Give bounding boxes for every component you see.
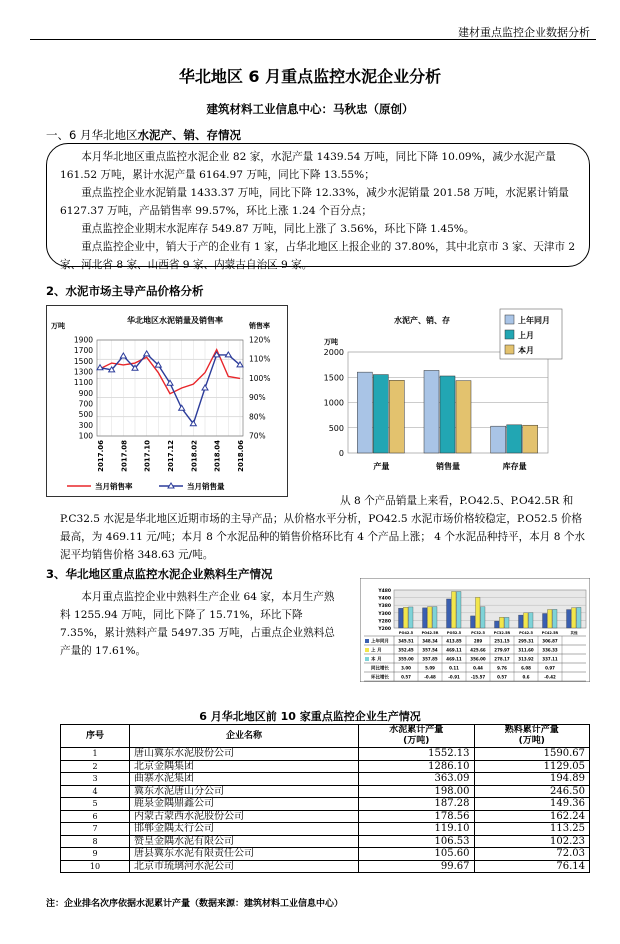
cell-clinker: 113.25 (474, 823, 590, 836)
bar (507, 425, 522, 453)
table-cell: 337.11 (542, 656, 558, 662)
legend-label: 上年同月 (518, 316, 550, 325)
bar (399, 608, 404, 628)
x-category-label: 销售量 (436, 462, 460, 471)
cell-company: 内蒙古蒙西水泥股份公司 (130, 810, 359, 823)
y-right-tick-label: 80% (249, 412, 266, 422)
bar (423, 608, 428, 628)
table-row-label: 上年同月 (371, 639, 389, 645)
col-header-cement: 水泥累计产量 (万吨) (359, 725, 475, 748)
running-header: 建材重点监控企业数据分析 (458, 26, 590, 39)
x-category-label: PO42.5 (398, 631, 414, 635)
chart1-left-unit: 万吨 (51, 322, 65, 330)
chart2-title: 水泥产、销、存 (394, 316, 450, 325)
table-cell: -0.91 (448, 674, 460, 680)
bar (409, 607, 414, 628)
cell-clinker: 149.36 (474, 798, 590, 811)
data-point (144, 351, 150, 356)
y-tick-label: 500 (328, 423, 344, 433)
x-tick-label: 2018.06 (237, 440, 245, 472)
table-cell: -0.42 (544, 674, 556, 680)
bar (373, 375, 388, 453)
cell-company: 冀东水泥唐山分公司 (130, 785, 359, 798)
production-bar-chart (304, 305, 590, 485)
cell-cement: 105.60 (359, 848, 475, 861)
table-cell: 0.44 (473, 665, 483, 671)
table-row-label: 环比增长 (371, 675, 389, 681)
bar (447, 599, 452, 628)
cell-seq: 7 (61, 823, 130, 836)
legend-swatch (505, 315, 514, 324)
y-left-tick-label: 900 (78, 388, 93, 398)
section1-heading-prefix: 一、6 月华北地区 (46, 128, 138, 142)
y-left-tick-label: 1500 (73, 356, 93, 366)
section1-para-1: 本月华北地区重点监控水泥企业 82 家，水泥产量 1439.54 万吨，同比下降 10.09%，减少水泥产量 161.52 万吨，累计水泥产量 6164.97 万吨，同比下降 13.55%； (60, 151, 556, 181)
x-category-label: PO42.5R (421, 631, 439, 635)
table-cell: 413.85 (446, 638, 462, 644)
y-left-tick-label: 1700 (73, 346, 93, 356)
table-cell: 0.6 (522, 674, 530, 680)
table-cell: 278.17 (494, 656, 510, 662)
cell-company: 邯郸金隅太行公司 (130, 823, 359, 836)
chart1-right-unit: 销售率 (249, 322, 270, 330)
legend-label: 本月 (518, 346, 534, 355)
x-category-label: 库存量 (502, 462, 527, 471)
bar (519, 615, 524, 628)
table-cell: 311.60 (518, 647, 534, 653)
table-cell: 9.76 (497, 665, 507, 671)
y-tick-label: Y480 (378, 589, 391, 594)
bar (491, 426, 506, 453)
y-left-tick-label: 1100 (73, 378, 93, 388)
cell-clinker: 72.03 (474, 848, 590, 861)
cell-seq: 9 (61, 848, 130, 861)
cell-company: 北京金隅集团 (130, 760, 359, 773)
table-row (61, 748, 590, 761)
x-tick-label: 2018.04 (213, 440, 222, 472)
table-header-row (61, 725, 590, 748)
cell-clinker: 194.89 (474, 773, 590, 786)
bar (529, 613, 534, 628)
cell-seq: 10 (61, 860, 130, 873)
bar (424, 370, 439, 453)
bar (505, 617, 510, 628)
table-cell: 336.33 (542, 647, 558, 653)
top10-table (60, 724, 590, 873)
table-cell: 306.87 (542, 638, 558, 644)
y-tick-label: Y380 (378, 604, 391, 610)
table-cell: 295.31 (518, 638, 534, 644)
bar (543, 613, 548, 628)
table-cell: 425.66 (470, 647, 486, 653)
cell-seq: 2 (61, 760, 130, 773)
section1-body (60, 148, 580, 274)
data-point (202, 385, 208, 390)
table-cell: 5.09 (425, 665, 435, 671)
cell-clinker: 246.50 (474, 785, 590, 798)
table-row-label: 本 月 (371, 657, 382, 663)
bar (500, 617, 505, 628)
cell-seq: 4 (61, 785, 130, 798)
table-footnote: 注：企业排名次序依据水泥累计产量（数据来源：建筑材料工业信息中心） (46, 899, 344, 909)
table-cell: 345.51 (398, 638, 414, 644)
table-cell: 0.57 (401, 674, 411, 680)
x-category-label: 其他 (570, 631, 578, 635)
section2-para-1: 从 8 个产品销量上来看，P.O42.5、P.O42.5R 和 P.C32.5 水泥是华北地区近期市场的主导产品；从价格水平分析，PO42.5 水泥市场价格较稳定，P.O52.5 价格最高，为 469.11 元/吨；本月 8 个水泥品种的销售价格环比有 4 个产品上涨； 4 个水泥品种持平，本月 8 个水泥平均销售价格 348.63 元/吨。 (60, 495, 586, 561)
x-category-label: PO52.5 (446, 631, 462, 635)
table-cell: -0.48 (424, 674, 436, 680)
table-cell: 357.54 (422, 647, 438, 653)
table-row-label: 同比增长 (371, 666, 389, 672)
y-tick-label: 2000 (323, 348, 344, 357)
table-cell: 0.97 (545, 665, 555, 671)
legend-label: 当月销售量 (187, 482, 225, 491)
table-row (61, 810, 590, 823)
cell-clinker: 1129.05 (474, 760, 590, 773)
legend-label: 上月 (518, 331, 534, 340)
cell-seq: 8 (61, 835, 130, 848)
page-title: 华北地区 6 月重点监控水泥企业分析 (178, 67, 442, 86)
y-tick-label: 1000 (323, 398, 344, 408)
cell-clinker: 102.23 (474, 835, 590, 848)
data-point (120, 353, 126, 358)
chart2-unit: 万吨 (324, 338, 338, 346)
bar (433, 607, 438, 628)
bar (471, 616, 476, 628)
x-tick-label: 2017.12 (167, 440, 175, 472)
x-category-label: PC32.5 (471, 631, 485, 635)
top10-table-title: 6 月华北地区前 10 家重点监控企业生产情况 (199, 710, 421, 723)
section2-heading: 2、水泥市场主导产品价格分析 (46, 284, 204, 298)
bar (553, 609, 558, 628)
cell-cement: 363.09 (359, 773, 475, 786)
bar (357, 372, 372, 453)
bar (476, 597, 481, 628)
bar (481, 607, 486, 628)
table-cell: -15.57 (470, 674, 486, 680)
cell-clinker: 76.14 (474, 860, 590, 873)
cell-company: 北京市琉璃河水泥公司 (130, 860, 359, 873)
y-tick-label: 0 (338, 449, 344, 458)
table-cell: 352.45 (398, 647, 414, 653)
bar (389, 380, 404, 453)
x-category-label: PC42.5 (519, 631, 533, 635)
table-row (61, 773, 590, 786)
col-header-clinker: 熟料累计产量 (万吨) (474, 725, 590, 748)
table-row (61, 798, 590, 811)
bar (567, 610, 572, 628)
cell-seq: 6 (61, 810, 130, 823)
cell-seq: 5 (61, 798, 130, 811)
cell-seq: 1 (61, 748, 130, 761)
chart1-title: 华北地区水泥销量及销售率 (127, 316, 223, 325)
y-tick-label: Y300 (378, 611, 391, 617)
bar (577, 607, 582, 628)
cell-cement: 119.10 (359, 823, 475, 836)
legend-swatch (365, 639, 369, 643)
y-left-tick-label: 1300 (73, 367, 93, 377)
table-row (61, 760, 590, 773)
cell-cement: 187.28 (359, 798, 475, 811)
cell-cement: 1552.13 (359, 748, 475, 761)
section1-para-2: 重点监控企业水泥销量 1433.37 万吨，同比下降 12.33%，减少水泥销量 201.58 万吨，水泥累计销量 6127.37 万吨，产品销售率 99.57%，环比上涨 1.24 个百分点； (60, 187, 569, 217)
y-left-tick-label: 300 (78, 420, 93, 430)
table-cell: 313.92 (518, 656, 534, 662)
cell-cement: 99.67 (359, 860, 475, 873)
y-tick-label: 1500 (323, 373, 344, 383)
legend-swatch (505, 330, 514, 339)
table-cell: 279.97 (494, 647, 510, 653)
table-row (61, 848, 590, 861)
price-bar-chart (360, 578, 590, 682)
cell-cement: 1286.10 (359, 760, 475, 773)
y-left-tick-label: 500 (78, 410, 93, 420)
table-cell: 289 (473, 638, 483, 644)
legend-swatch (365, 657, 369, 661)
cell-company: 唐山冀东水泥股份公司 (130, 748, 359, 761)
table-cell: 469.11 (446, 656, 462, 662)
x-tick-label: 2018.02 (190, 440, 199, 472)
section3-para-1: 本月重点监控企业中熟料生产企业 64 家，本月生产熟料 1255.94 万吨，同比下降了 15.71%，环比下降 7.35%，累计熟料产量 5497.35 万吨，占重点企业熟料总产量的 17.61%。 (60, 591, 335, 657)
bar (428, 607, 433, 628)
bar (524, 613, 529, 628)
table-row (61, 835, 590, 848)
y-right-tick-label: 110% (249, 354, 271, 364)
table-cell: 469.11 (446, 647, 462, 653)
cell-clinker: 1590.67 (474, 748, 590, 761)
y-right-tick-label: 70% (249, 431, 266, 441)
x-tick-label: 2017.06 (97, 440, 105, 472)
x-tick-label: 2017.10 (143, 440, 152, 472)
table-row (61, 823, 590, 836)
cell-clinker: 162.24 (474, 810, 590, 823)
section3-body (60, 588, 336, 660)
x-category-label: 产量 (373, 462, 390, 471)
y-right-tick-label: 90% (249, 393, 266, 403)
section1-heading-bold: 水泥产、销、存情况 (137, 128, 241, 142)
bar (495, 621, 500, 628)
y-right-tick-label: 120% (249, 335, 271, 345)
cell-cement: 198.00 (359, 785, 475, 798)
bar (548, 609, 553, 628)
section1-para-4: 重点监控企业中，销大于产的企业有 1 家，占华北地区上报企业的 37.80%，其中北京市 3 家、天津市 2 家、河北省 8 家、山西省 9 家、内蒙古自治区 9 家。 (60, 241, 576, 271)
y-tick-label: Y280 (378, 619, 391, 625)
y-right-tick-label: 100% (249, 373, 271, 383)
bar (456, 381, 471, 453)
y-tick-label: Y400 (378, 596, 391, 602)
bar (572, 608, 577, 628)
x-tick-label: 2017.08 (120, 440, 129, 472)
x-category-label: PC42.5R (541, 631, 559, 635)
cell-cement: 106.53 (359, 835, 475, 848)
table-cell: 355.00 (398, 656, 414, 662)
bar (404, 607, 409, 628)
y-left-tick-label: 1900 (73, 335, 93, 345)
table-row (61, 860, 590, 873)
cell-company: 鹿泉金隅鼎鑫公司 (130, 798, 359, 811)
col-header-company: 企业名称 (130, 725, 359, 748)
legend-swatch (365, 648, 369, 652)
bar (523, 425, 538, 453)
bar (457, 591, 462, 628)
cell-company: 唐县冀东水泥有限责任公司 (130, 848, 359, 861)
cell-company: 赞皇金隅水泥有限公司 (130, 835, 359, 848)
col-header-seq: 序号 (61, 725, 130, 748)
section3-heading: 3、华北地区重点监控水泥企业熟料生产情况 (46, 567, 273, 581)
table-cell: 356.00 (470, 656, 486, 662)
section1-para-3: 重点监控企业期末水泥库存 549.87 万吨，同比上涨了 3.56%，环比下降 1.45%。 (81, 223, 475, 235)
legend-swatch (505, 345, 514, 354)
table-cell: 357.85 (422, 656, 438, 662)
table-cell: 0.11 (449, 665, 459, 671)
y-left-tick-label: 700 (78, 399, 93, 409)
y-left-tick-label: 100 (78, 431, 93, 441)
section2-body (60, 492, 590, 564)
cell-cement: 178.56 (359, 810, 475, 823)
cell-seq: 3 (61, 773, 130, 786)
section1-heading (46, 127, 241, 143)
legend-label: 当月销售率 (95, 482, 133, 491)
table-cell: 0.57 (497, 674, 507, 680)
cell-company: 曲寨水泥集团 (130, 773, 359, 786)
table-cell: 348.34 (422, 638, 438, 644)
bar (440, 376, 455, 453)
author-line: 建筑材料工业信息中心：马秋忠（原创） (206, 102, 414, 116)
sales-line-chart (46, 305, 288, 497)
data-point (179, 405, 185, 410)
table-cell: 251.15 (494, 638, 510, 644)
header-rule (30, 39, 596, 40)
table-row (61, 785, 590, 798)
table-row-label: 上 月 (371, 648, 382, 654)
bar (452, 591, 457, 628)
y-tick-label: Y200 (378, 627, 391, 632)
table-cell: 3.00 (401, 665, 411, 671)
x-category-label: PC32.5R (493, 631, 511, 635)
table-cell: 6.08 (521, 665, 531, 671)
